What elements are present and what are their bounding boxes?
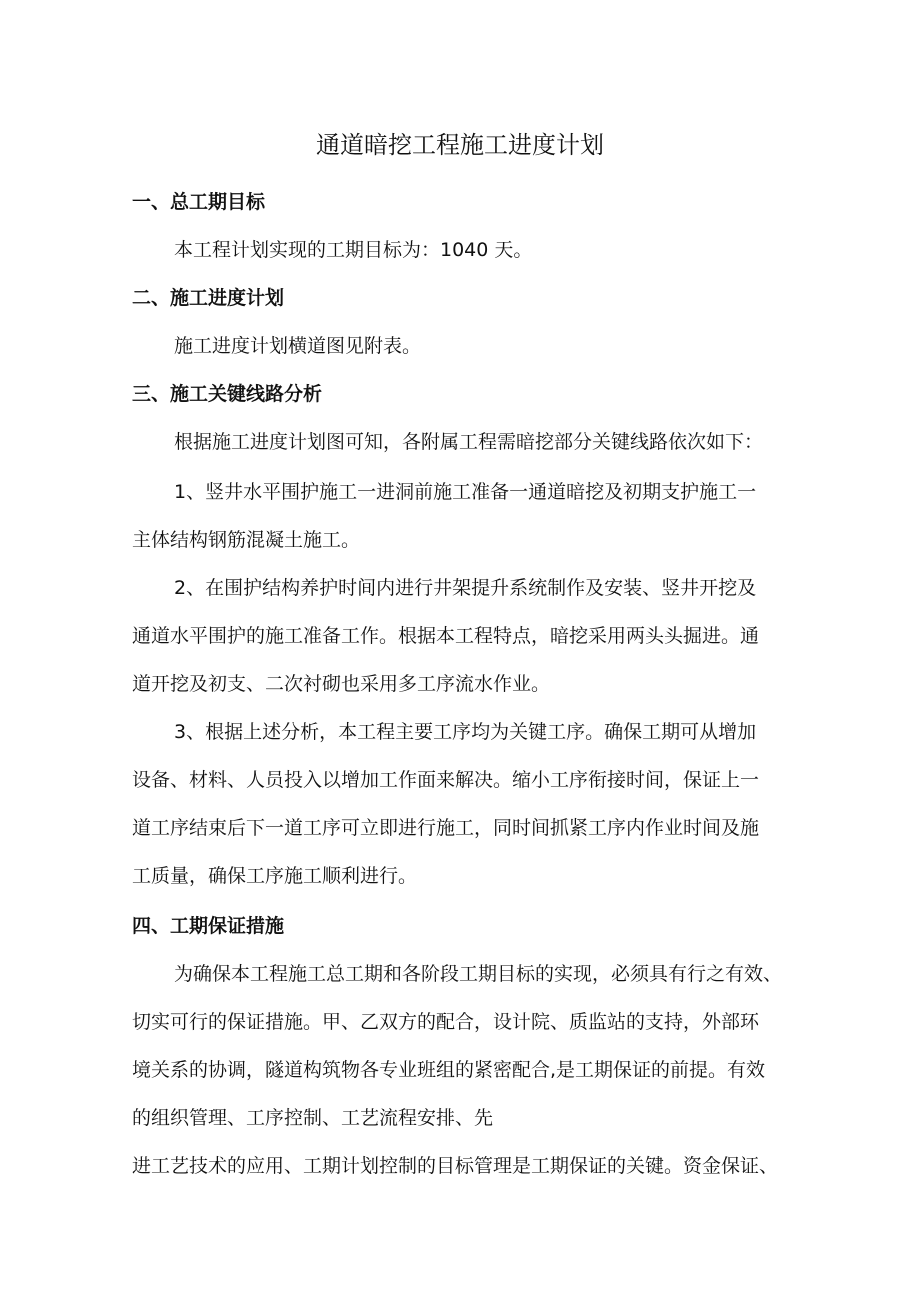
paragraph-line: 1、竖井水平围护施工一进洞前施工准备一通道暗挖及初期支护施工一: [174, 481, 757, 503]
paragraph-line: 为确保本工程施工总工期和各阶段工期目标的实现，必须具有行之有效、: [174, 963, 783, 985]
paragraph-line: 主体结构钢筋混凝土施工。: [132, 529, 361, 551]
paragraph-line: 进工艺技术的应用、工期计划控制的目标管理是工期保证的关键。资金保证、: [132, 1155, 779, 1177]
paragraph-line: 根据施工进度计划图可知，各附属工程需暗挖部分关键线路依次如下：: [174, 431, 764, 453]
paragraph-line: 2、在围护结构养护时间内进行井架提升系统制作及安装、竖井开挖及: [174, 577, 757, 599]
section-heading-1: 一、总工期目标: [132, 191, 266, 213]
page-title: 通道暗挖工程施工进度计划: [316, 131, 604, 159]
section-heading-2: 二、施工进度计划: [132, 287, 285, 309]
paragraph-line: 工质量，确保工序施工顺利进行。: [132, 865, 418, 887]
paragraph-line: 施工进度计划横道图见附表。: [174, 335, 422, 357]
section-4-paragraph-1: [132, 950, 796, 1142]
paragraph-line: 道工序结束后下一道工序可立即进行施工，同时间抓紧工序内作业时间及施: [132, 817, 760, 839]
section-4-paragraph-2: [132, 1142, 796, 1190]
paragraph-line: 境关系的协调，隧道构筑物各专业班组的紧密配合,是工期保证的前提。有效: [132, 1059, 766, 1081]
paragraph-line: 通道水平围护的施工准备工作。根据本工程特点，暗挖采用两头头掘进。通: [132, 625, 760, 647]
section-heading-3: 三、施工关键线路分析: [132, 383, 323, 405]
paragraph-line: 设备、材料、人员投入以增加工作面来解决。缩小工序衔接时间，保证上一: [132, 769, 760, 791]
paragraph-line: 本工程计划实现的工期目标为：1040 天。: [174, 239, 533, 261]
section-3-paragraph-4: [132, 708, 796, 900]
section-heading-4: 四、工期保证措施: [132, 915, 285, 937]
paragraph-line: 道开挖及初支、二次衬砌也采用多工序流水作业。: [132, 673, 551, 695]
section-1-paragraph-1: [132, 226, 796, 274]
paragraph-line: 的组织管理、工序控制、工艺流程安排、先: [132, 1107, 494, 1129]
section-3-paragraph-2: [132, 468, 796, 564]
paragraph-line: 切实可行的保证措施。甲、乙双方的配合，设计院、质监站的支持，外部环: [132, 1011, 760, 1033]
paragraph-line: 3、根据上述分析，本工程主要工序均为关键工序。确保工期可从增加: [174, 721, 757, 743]
section-2-paragraph-1: [132, 322, 796, 370]
section-3-paragraph-1: [132, 418, 796, 466]
section-3-paragraph-3: [132, 564, 796, 708]
